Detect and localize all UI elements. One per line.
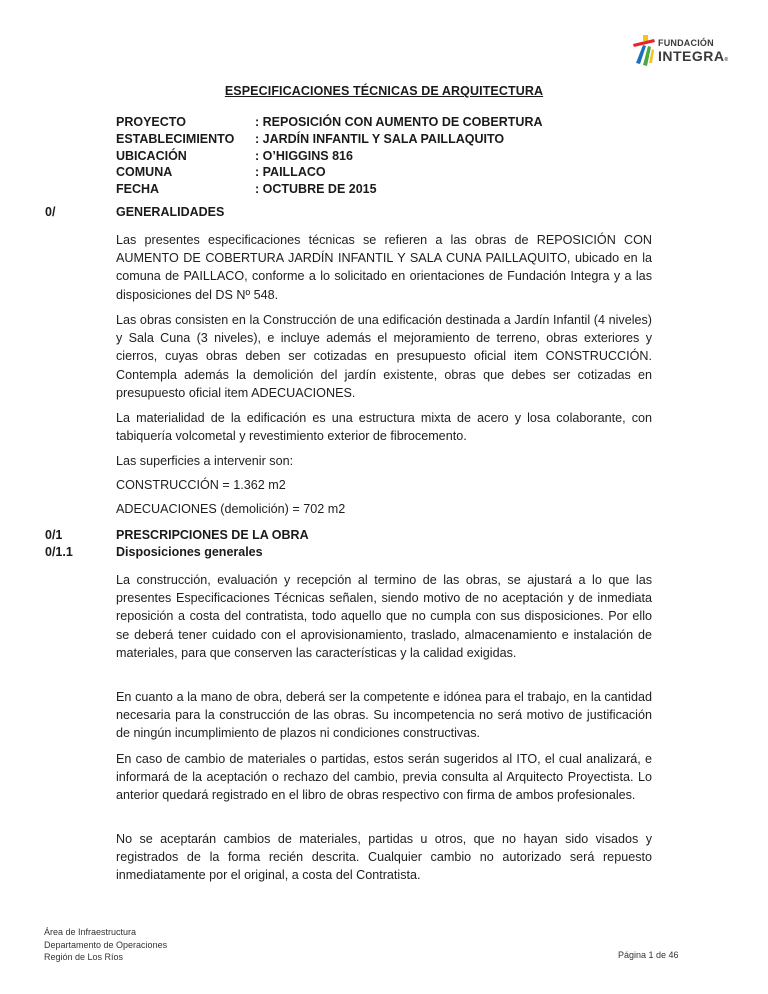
- footer-line: Región de Los Ríos: [44, 952, 124, 962]
- meta-row-establecimiento: [116, 131, 543, 148]
- paragraph: En cuanto a la mano de obra, deberá ser la competente e idónea para el trabajo, en la cantidad necesaria para la construcción de las obras. Su incompetencia no será motivo de justificación de ningún incumplimiento de plazos ni condiciones constructivas.: [116, 690, 652, 741]
- document-title: ESPECIFICACIONES TÉCNICAS DE ARQUITECTURA: [224, 84, 544, 98]
- meta-value: : O’HIGGINS 816: [255, 148, 353, 163]
- integra-mark-icon: [632, 35, 660, 67]
- section-title-generalidades: GENERALIDADES: [116, 205, 225, 219]
- section-title-prescripciones: PRESCRIPCIONES DE LA OBRA: [116, 528, 309, 542]
- page-number: Página 1 de 46: [618, 950, 679, 960]
- section-title-disposiciones: Disposiciones generales: [116, 545, 263, 559]
- meta-label: UBICACIÓN: [116, 148, 187, 163]
- paragraph: Las superficies a intervenir son:: [116, 454, 294, 468]
- meta-value: : OCTUBRE DE 2015: [255, 182, 377, 197]
- paragraph: La construcción, evaluación y recepción al termino de las obras, se ajustará a lo que las presentes Especificaciones Técnicas señalen, siendo motivo de no aceptación y de inmediata reposición a costa del contratista, todo aquello que no cumpla con sus disposiciones. Por ello se deberá tener cuidado con el aprovisionamiento, traslado, almacenamiento e instalación de materiales, para que conserven las características y la calidad exigidas.: [116, 573, 652, 660]
- fundacion-integra-logo: [632, 35, 732, 69]
- section-number: 0/1.1: [45, 545, 73, 559]
- footer-line: Área de Infraestructura: [44, 927, 137, 937]
- area-adecuaciones: ADECUACIONES (demolición) = 702 m2: [116, 502, 346, 516]
- paragraph: Las presentes especificaciones técnicas se refieren a las obras de REPOSICIÓN CON AUMENTO DE COBERTURA JARDÍN INFANTIL Y SALA CUNA PAILLAQUITO, ubicado en la comuna de PAILLACO, conforme a lo solicitado en orientaciones de Fundación Integra y a las disposiciones del DS Nº 548.: [116, 233, 652, 302]
- meta-value: : REPOSICIÓN CON AUMENTO DE COBERTURA: [255, 115, 543, 129]
- logo-line-fundacion: FUNDACIÓN: [658, 38, 714, 48]
- paragraph: La materialidad de la edificación es una estructura mixta de acero y losa colaborante, con tabiquería volcometal y revestimiento exterior de fibrocemento.: [116, 411, 652, 444]
- paragraph: En caso de cambio de materiales o partidas, estos serán sugeridos al ITO, el cual analizará, e informará de la aceptación o rechazo del cambio, previa consulta al Arquitecto Proyectista. Lo anterior quedará registrado en el libro de obras respectivo con firma de ambos profesionales.: [116, 752, 652, 803]
- meta-row-fecha: [116, 181, 543, 198]
- meta-label: FECHA: [116, 182, 160, 197]
- meta-value: : PAILLACO: [255, 165, 326, 180]
- meta-label: COMUNA: [116, 165, 173, 180]
- area-construccion: CONSTRUCCIÓN = 1.362 m2: [116, 478, 286, 492]
- section-number: 0/: [45, 205, 56, 219]
- project-meta-block: [116, 114, 543, 198]
- logo-integra-word: INTEGRA: [658, 48, 725, 64]
- logo-line-integra: [658, 49, 729, 63]
- footer-department: [44, 926, 167, 964]
- meta-value: : JARDÍN INFANTIL Y SALA PAILLAQUITO: [255, 131, 505, 146]
- footer-line: Departamento de Operaciones: [44, 939, 168, 950]
- meta-row-ubicacion: [116, 148, 543, 165]
- meta-label: PROYECTO: [116, 115, 186, 129]
- section-number: 0/1: [45, 528, 63, 542]
- registered-mark: ®: [724, 57, 729, 63]
- paragraph: Las obras consisten en la Construcción de una edificación destinada a Jardín Infantil (4 niveles) y Sala Cuna (3 niveles), e incluye además el mejoramiento de terreno, obras exteriores y cierros, cuyas obras deben ser cotizadas en presupuesto oficial item CONSTRUCCIÓN. Contempla además la demolición del jardín existente, obras que debes ser cotizadas en presupuesto oficial item ADECUACIONES.: [116, 313, 652, 400]
- meta-row-comuna: [116, 164, 543, 181]
- meta-row-proyecto: [116, 114, 543, 131]
- logo-text: [658, 39, 729, 63]
- meta-label: ESTABLECIMIENTO: [116, 131, 235, 146]
- paragraph: No se aceptarán cambios de materiales, partidas u otros, que no hayan sido visados y registrados de la forma recién descrita. Cualquier cambio no autorizado será repuesto inmediatamente por el original, a costa del Contratista.: [116, 832, 652, 883]
